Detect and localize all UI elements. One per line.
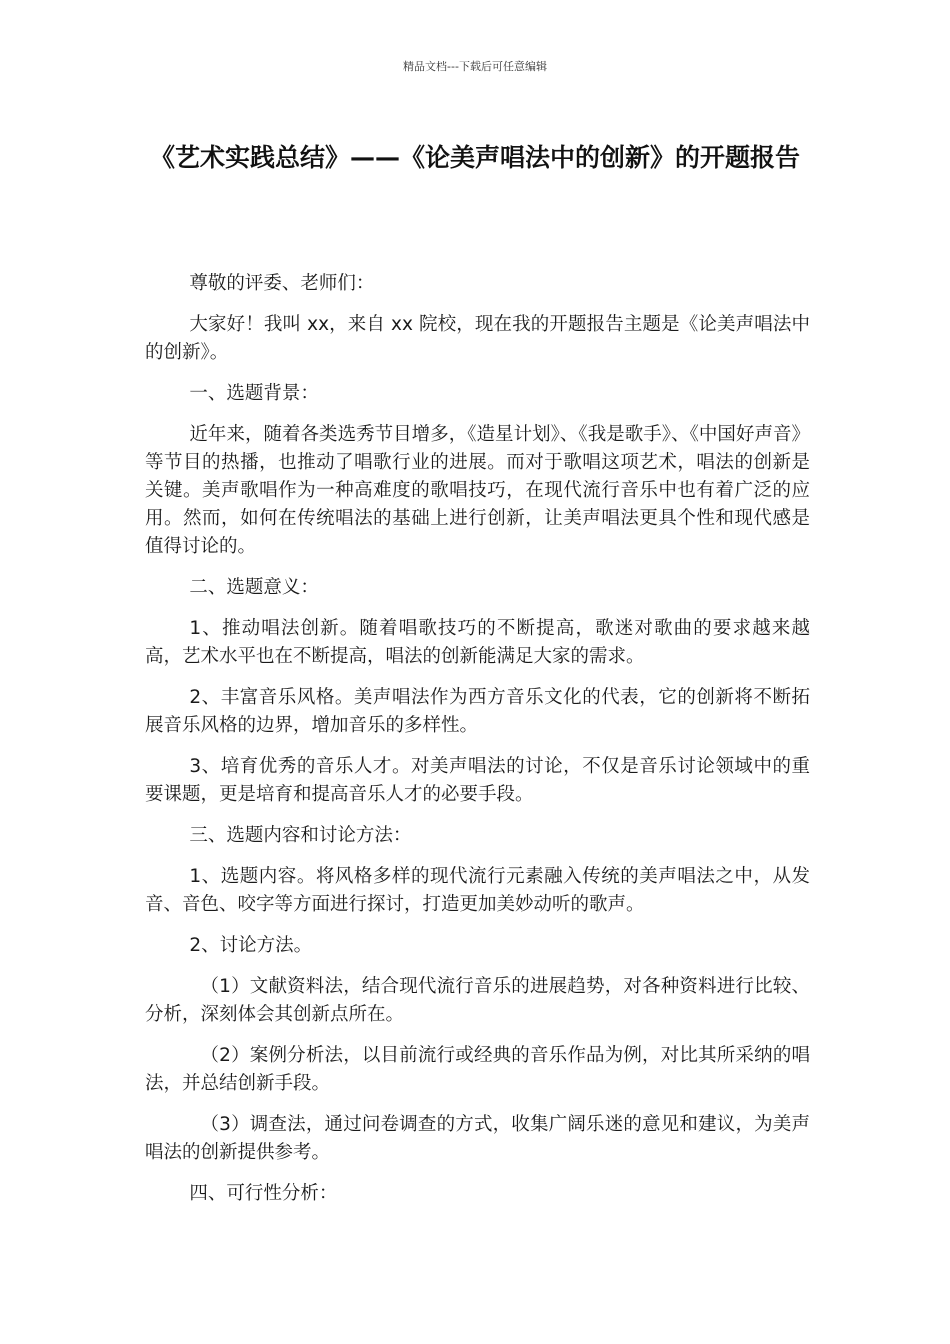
content-item-2: 2、讨论方法。 — [189, 935, 313, 956]
section-heading-content-methods: 三、选题内容和讨论方法： — [189, 825, 412, 846]
header-note: 精品文档---下载后可任意编辑 — [403, 60, 547, 73]
document-body — [145, 270, 810, 1221]
background-paragraph: 近年来，随着各类选秀节目增多，《造星计划》、《我是歌手》、《中国好声音》等节目的热播，也推动了唱歌行业的进展。而对于歌唱这项艺术，唱法的创新是关键。美声歌唱作为一种高难度的歌唱技巧，在现代流行音乐中也有着广泛的应用。然而，如何在传统唱法的基础上进行创新，让美声唱法更具个性和现代感是值得讨论的。 — [145, 424, 810, 557]
significance-item-1: 1、推动唱法创新。随着唱歌技巧的不断提高，歌迷对歌曲的要求越来越高，艺术水平也在不断提高，唱法的创新能满足大家的需求。 — [145, 618, 810, 667]
salutation: 尊敬的评委、老师们： — [189, 273, 375, 294]
section-heading-background: 一、选题背景： — [189, 383, 319, 404]
section-heading-significance: 二、选题意义： — [189, 577, 319, 598]
document-title: 《艺术实践总结》——《论美声唱法中的创新》的开题报告 — [149, 143, 800, 172]
method-item-1: （1）文献资料法，结合现代流行音乐的进展趋势，对各种资料进行比较、分析，深刻体会其创新点所在。 — [145, 976, 810, 1025]
intro-paragraph: 大家好！我叫 xx，来自 xx 院校，现在我的开题报告主题是《论美声唱法中的创新》。 — [145, 314, 810, 363]
method-item-2: （2）案例分析法，以目前流行或经典的音乐作品为例，对比其所采纳的唱法，并总结创新手段。 — [145, 1045, 810, 1094]
significance-item-3: 3、培育优秀的音乐人才。对美声唱法的讨论，不仅是音乐讨论领域中的重要课题，更是培育和提高音乐人才的必要手段。 — [145, 756, 810, 805]
content-item-1: 1、选题内容。将风格多样的现代流行元素融入传统的美声唱法之中，从发音、音色、咬字等方面进行探讨，打造更加美妙动听的歌声。 — [145, 866, 810, 915]
section-heading-feasibility: 四、可行性分析： — [189, 1183, 338, 1204]
method-item-3: （3）调查法，通过问卷调查的方式，收集广阔乐迷的意见和建议，为美声唱法的创新提供参考。 — [145, 1114, 810, 1163]
significance-item-2: 2、丰富音乐风格。美声唱法作为西方音乐文化的代表，它的创新将不断拓展音乐风格的边界，增加音乐的多样性。 — [145, 687, 810, 736]
